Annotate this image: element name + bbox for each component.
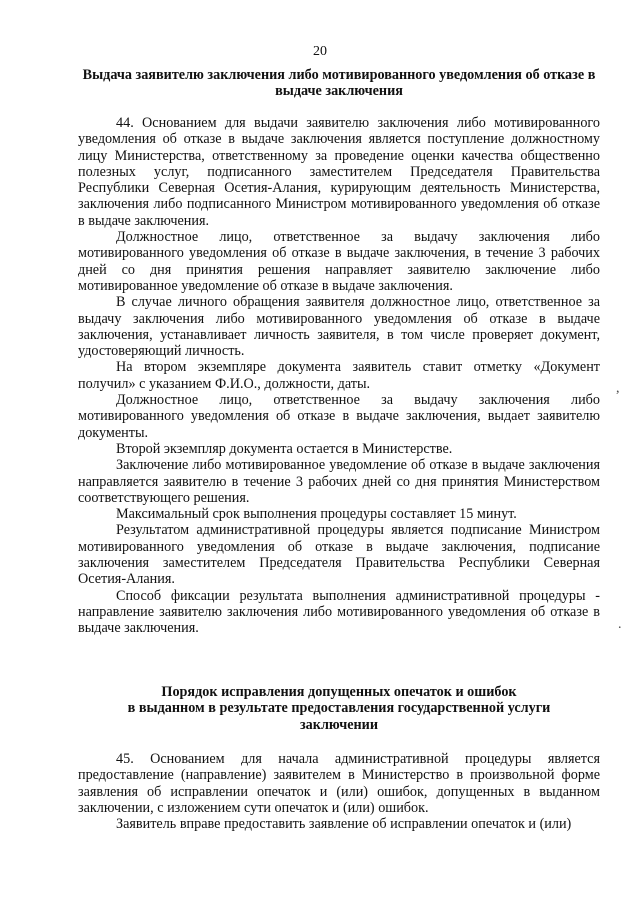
paragraph: На втором экземпляре документа заявитель ставит отметку «Документ получил» с указанием Ф.И.О., должности, даты. [78,359,600,392]
paragraph: В случае личного обращения заявителя должностное лицо, ответственное за выдачу заключения либо мотивированного уведомления об отказе в выдаче заключения, устанавливает личность заявителя, в том числе проверяет документ, удостоверяющий личность. [78,294,600,360]
section-title-issuance: Выдача заявителю заключения либо мотивированного уведомления об отказе в выдаче заключения [82,67,596,100]
paragraph: Заявитель вправе предоставить заявление об исправлении опечаток и (или) [116,816,572,833]
paragraph: Заключение либо мотивированное уведомление об отказе в выдаче заключения направляется заявителю в течение 3 рабочих дней со дня принятия Министерством соответствующего решения. [78,457,600,506]
paragraph: Должностное лицо, ответственное за выдачу заключения либо мотивированного уведомления об отказе в выдаче заключения, в течение 3 рабочих дней со дня принятия решения направляет заявителю заключение либо мотивированное уведомление об отказе в выдаче заключения. [78,229,600,294]
margin-mark: , [616,381,620,396]
margin-mark: . [618,617,622,632]
section-title-corrections [78,684,600,733]
page-number: 20 [313,44,327,59]
section-title-line: заключении [299,716,379,733]
paragraph: Способ фиксации результата выполнения административной процедуры - направление заявителю заключения либо мотивированного уведомления об отказе в выдаче заключения. [78,587,600,637]
paragraph: Второй экземпляр документа остается в Министерстве. [116,440,453,457]
paragraph-45: 45. Основанием для начала административной процедуры является предоставление (направление) заявителем в Министерство в произвольной форме заявления об исправлении опечаток и (или) ошибок, допущенных в выданном заключении, с изложением сути опечаток и (или) ошибок. [78,751,600,816]
paragraph: Должностное лицо, ответственное за выдачу заключения либо мотивированного уведомления об отказе в выдаче заключения, выдает заявителю документы. [78,392,600,441]
section-body-issuance [78,115,600,637]
paragraph-44: 44. Основанием для выдачи заявителю заключения либо мотивированного уведомления об отказе в выдаче заключения является поступление должностному лицу Министерства, ответственному за проведение оценки качества общественно полезных услуг, подписанного заместителем Председателя Правительства Республики Северная Осетия-Алания, курирующим деятельность Министерства, заключения либо подписанного Министром мотивированного уведомления об отказе в выдаче заключения. [78,115,600,229]
paragraph: Максимальный срок выполнения процедуры составляет 15 минут. [116,506,517,523]
section-body-corrections [78,751,600,832]
section-title-line: в выданном в результате предоставления государственной услуги [127,700,551,717]
section-title-line: Порядок исправления допущенных опечаток и ошибок [161,684,517,700]
paragraph: Результатом административной процедуры является подписание Министром мотивированного уведомления об отказе в выдаче заключения, подписание заключения заместителем Председателя Правительства Республики Северная Осетия-Алания. [78,522,600,588]
